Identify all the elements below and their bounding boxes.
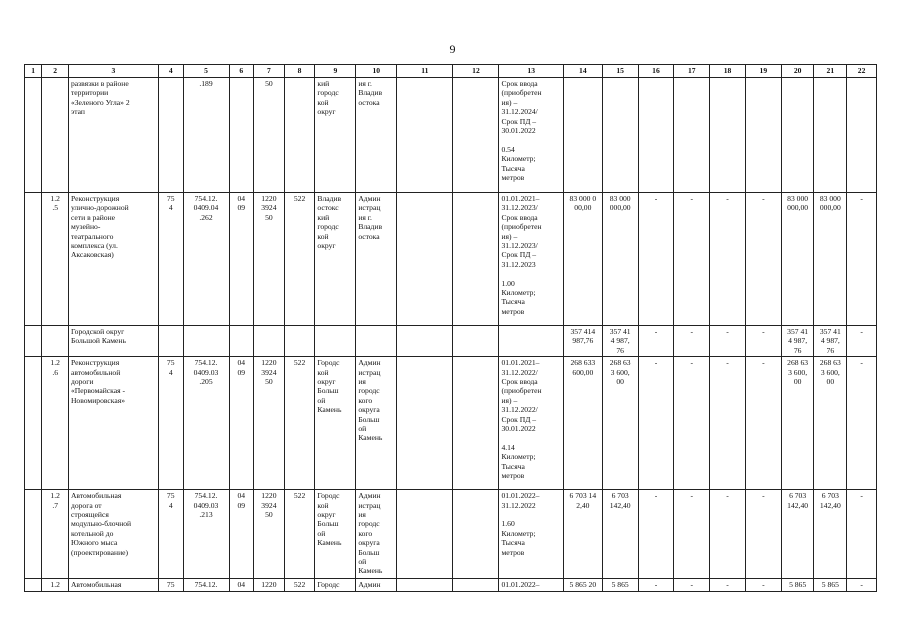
cell-text: - xyxy=(654,358,658,368)
table-cell xyxy=(183,193,229,326)
cell-text: 522 xyxy=(293,491,306,501)
cell-text: 04 09 xyxy=(237,194,246,213)
table-cell xyxy=(183,326,229,357)
cell-text: Автомобильная дорога от строящейся модульно-блочной котельной до Южного мыса (проектирование) xyxy=(70,491,132,557)
cell-text: 268 63 3 600, 00 xyxy=(819,358,841,387)
cell-text: 268 633 600,00 xyxy=(570,358,596,377)
table-cell xyxy=(453,490,499,579)
table-cell xyxy=(183,490,229,579)
table-row xyxy=(25,193,877,326)
cell-text: 5 865 xyxy=(611,580,629,590)
cell-text: - xyxy=(860,491,863,501)
table-cell xyxy=(602,357,638,490)
table-cell xyxy=(710,579,746,591)
table-cell xyxy=(814,193,847,326)
table-cell xyxy=(499,579,563,591)
column-header: 9 xyxy=(315,65,356,78)
table-cell xyxy=(284,326,315,357)
column-header: 2 xyxy=(42,65,69,78)
header-row xyxy=(25,65,877,78)
column-header: 8 xyxy=(284,65,315,78)
cell-text: 1220 xyxy=(261,580,277,590)
table-cell xyxy=(42,490,69,579)
budget-table xyxy=(24,64,877,592)
table-cell xyxy=(42,326,69,357)
table-cell xyxy=(254,579,285,591)
column-header: 4 xyxy=(158,65,183,78)
table-cell xyxy=(745,357,781,490)
table-cell xyxy=(499,193,563,326)
table-cell xyxy=(499,326,563,357)
column-header: 11 xyxy=(397,65,453,78)
cell-text: Городской округ Большой Камень xyxy=(70,327,126,346)
cell-text: кий городс кой округ xyxy=(317,79,339,117)
cell-text: 357 41 4 987, 76 xyxy=(819,327,841,355)
cell-text: 357 41 4 987, 76 xyxy=(609,327,631,355)
table-cell xyxy=(674,193,710,326)
cell-text: 522 xyxy=(293,580,306,590)
table-cell xyxy=(710,326,746,357)
cell-text: 6 703 142,40 xyxy=(609,491,631,510)
column-header: 13 xyxy=(499,65,563,78)
cell-text: 5 865 xyxy=(789,580,807,590)
cell-text: 01.01.2022– xyxy=(501,580,540,590)
table-cell xyxy=(229,193,254,326)
table-cell xyxy=(847,579,877,591)
table-cell xyxy=(315,326,356,357)
table-cell xyxy=(638,193,674,326)
table-cell xyxy=(563,579,602,591)
cell-text: Городс кой округ Больш ой Камень xyxy=(317,358,342,415)
table-cell xyxy=(158,357,183,490)
cell-text: 754.12. xyxy=(194,580,218,590)
table-cell xyxy=(710,490,746,579)
table-cell xyxy=(638,326,674,357)
page-number: 9 xyxy=(449,42,456,56)
table-cell xyxy=(674,78,710,193)
table-cell xyxy=(638,579,674,591)
table-cell xyxy=(356,357,397,490)
cell-text: 83 000 000,00 xyxy=(819,194,841,213)
cell-text: Реконструкция автомобильной дороги «Первомайская - Новомировская» xyxy=(70,358,126,405)
table-cell xyxy=(602,78,638,193)
cell-text: 75 4 xyxy=(166,491,175,510)
cell-text: 357 414 987,76 xyxy=(570,327,596,346)
table-cell xyxy=(397,579,453,591)
cell-text: 522 xyxy=(293,194,306,203)
table-cell xyxy=(356,78,397,193)
cell-text: - xyxy=(690,194,694,203)
table-cell xyxy=(453,326,499,357)
table-cell xyxy=(254,490,285,579)
table-cell xyxy=(563,193,602,326)
table-cell xyxy=(397,78,453,193)
table-cell xyxy=(397,193,453,326)
table-row xyxy=(25,357,877,490)
column-header: 1 xyxy=(25,65,42,78)
table-cell xyxy=(453,193,499,326)
cell-text: Реконструкция улично-дорожной сети в районе музейно- театрального комплекса (ул. Аксаковская) xyxy=(70,194,129,260)
table-cell xyxy=(158,326,183,357)
cell-text: 1220 3924 50 xyxy=(261,491,277,520)
cell-text: Админ xyxy=(358,580,381,590)
cell-text: ия г. Владив остока xyxy=(358,79,383,107)
table-cell xyxy=(183,579,229,591)
table-cell xyxy=(315,357,356,490)
cell-text: 01.01.2021– 31.12.2023/ Срок ввода (приобретен ия) – 31.12.2023/ Срок ПД – 31.12.2023 1.00 Километр; Тысяча метров xyxy=(501,194,542,316)
cell-text: - xyxy=(690,491,694,501)
column-header: 3 xyxy=(68,65,158,78)
cell-text: 5 865 20 xyxy=(569,580,597,590)
column-header: 18 xyxy=(710,65,746,78)
table-cell xyxy=(745,579,781,591)
column-header: 22 xyxy=(847,65,877,78)
table-cell xyxy=(781,326,814,357)
cell-text: - xyxy=(726,491,729,501)
table-cell xyxy=(229,78,254,193)
cell-text: - xyxy=(654,491,658,501)
table-cell xyxy=(710,78,746,193)
cell-text: 357 41 4 987, 76 xyxy=(787,327,809,355)
table-cell xyxy=(356,490,397,579)
cell-text: - xyxy=(654,580,658,590)
table-row xyxy=(25,326,877,357)
table-cell xyxy=(158,78,183,193)
table-cell xyxy=(68,579,158,591)
cell-text: 1.2 .6 xyxy=(50,358,60,377)
cell-text: 83 000 0 00,00 xyxy=(569,194,597,213)
cell-text: 75 xyxy=(166,580,175,590)
cell-text: 268 63 3 600, 00 xyxy=(609,358,631,387)
cell-text: 1220 3924 50 xyxy=(261,194,277,222)
table-cell xyxy=(814,579,847,591)
table-cell xyxy=(814,78,847,193)
table-cell xyxy=(745,490,781,579)
cell-text: 75 4 xyxy=(166,358,175,377)
cell-text: 522 xyxy=(293,358,306,368)
table-cell xyxy=(499,490,563,579)
table-cell xyxy=(315,490,356,579)
cell-text: Срок ввода (приобретен ия) – 31.12.2024/ Срок ПД – 30.01.2022 0.54 Километр; Тысяча метров xyxy=(501,79,542,183)
table-cell xyxy=(229,579,254,591)
cell-text: Админ истрац ия г. Владив остока xyxy=(358,194,383,241)
cell-text: - xyxy=(762,491,765,501)
cell-text: - xyxy=(762,327,765,336)
table-cell xyxy=(68,78,158,193)
table-cell xyxy=(42,579,69,591)
cell-text: .189 xyxy=(199,79,213,88)
table-cell xyxy=(254,357,285,490)
table-cell xyxy=(499,78,563,193)
table-cell xyxy=(781,579,814,591)
column-header: 15 xyxy=(602,65,638,78)
table-cell xyxy=(638,357,674,490)
table-cell xyxy=(254,193,285,326)
table-cell xyxy=(284,78,315,193)
table-row xyxy=(25,78,877,193)
cell-text: 1220 3924 50 xyxy=(261,358,277,387)
table-cell xyxy=(602,579,638,591)
cell-text: - xyxy=(762,194,765,203)
cell-text: 83 000 000,00 xyxy=(609,194,631,213)
table-cell xyxy=(42,357,69,490)
table-cell xyxy=(710,357,746,490)
table-cell xyxy=(674,579,710,591)
cell-text: - xyxy=(762,580,765,590)
table-row xyxy=(25,490,877,579)
table-cell xyxy=(68,326,158,357)
cell-text: - xyxy=(726,327,729,336)
table-cell xyxy=(25,579,42,591)
table-cell xyxy=(284,579,315,591)
cell-text: Городс xyxy=(317,580,340,590)
cell-text: 75 4 xyxy=(166,194,175,213)
table-cell xyxy=(68,490,158,579)
column-header: 12 xyxy=(453,65,499,78)
table-cell xyxy=(563,490,602,579)
table-cell xyxy=(25,490,42,579)
table-cell xyxy=(602,326,638,357)
table-cell xyxy=(814,326,847,357)
table-cell xyxy=(356,193,397,326)
cell-text: 754.12. 0409.04 .262 xyxy=(193,194,219,222)
cell-text: - xyxy=(690,327,694,336)
table-cell xyxy=(638,490,674,579)
cell-text: 6 703 14 2,40 xyxy=(569,491,597,510)
cell-text: 01.01.2021– 31.12.2022/ Срок ввода (приобретен ия) – 31.12.2022/ Срок ПД – 30.01.2022 4.14 Километр; Тысяча метров xyxy=(501,358,542,481)
table-cell xyxy=(563,78,602,193)
table-cell xyxy=(397,357,453,490)
table-cell xyxy=(674,326,710,357)
table-cell xyxy=(847,78,877,193)
table-cell xyxy=(183,357,229,490)
cell-text: - xyxy=(654,194,658,203)
column-header: 16 xyxy=(638,65,674,78)
table-cell xyxy=(68,193,158,326)
column-header: 7 xyxy=(254,65,285,78)
cell-text: - xyxy=(860,194,863,203)
table-cell xyxy=(745,78,781,193)
column-header: 14 xyxy=(563,65,602,78)
column-header: 20 xyxy=(781,65,814,78)
cell-text: - xyxy=(726,358,729,368)
cell-text: 754.12. 0409.03 .205 xyxy=(193,358,219,387)
table-cell xyxy=(563,357,602,490)
table-cell xyxy=(602,193,638,326)
cell-text: 1.2 .5 xyxy=(50,194,60,213)
table-cell xyxy=(745,326,781,357)
cell-text: 01.01.2022– 31.12.2022 1.60 Километр; Тысяча метров xyxy=(501,491,540,557)
table-cell xyxy=(42,78,69,193)
table-cell xyxy=(847,490,877,579)
table-cell xyxy=(284,357,315,490)
column-header: 17 xyxy=(674,65,710,78)
table-cell xyxy=(453,579,499,591)
table-cell xyxy=(25,357,42,490)
table-cell xyxy=(284,193,315,326)
table-cell xyxy=(315,78,356,193)
table-cell xyxy=(814,490,847,579)
table-cell xyxy=(602,490,638,579)
cell-text: - xyxy=(690,580,694,590)
table-cell xyxy=(158,579,183,591)
column-header: 6 xyxy=(229,65,254,78)
cell-text: Владив остокс кий городс кой округ xyxy=(317,194,342,251)
cell-text: Админ истрац ия городс кого округа Больш ой Камень xyxy=(358,491,383,576)
table-cell xyxy=(158,193,183,326)
cell-text: 754.12. 0409.03 .213 xyxy=(193,491,219,520)
table-cell xyxy=(453,357,499,490)
table-cell xyxy=(356,326,397,357)
table-cell xyxy=(745,193,781,326)
column-header: 21 xyxy=(814,65,847,78)
table-cell xyxy=(847,326,877,357)
cell-text: 83 000 000,00 xyxy=(787,194,809,213)
table-cell xyxy=(638,78,674,193)
cell-text: 04 xyxy=(237,580,246,590)
table-cell xyxy=(356,579,397,591)
table-cell xyxy=(254,326,285,357)
table-cell xyxy=(25,193,42,326)
table-cell xyxy=(284,490,315,579)
cell-text: 268 63 3 600, 00 xyxy=(787,358,809,387)
table-cell xyxy=(254,78,285,193)
cell-text: 5 865 xyxy=(821,580,839,590)
table-cell xyxy=(847,357,877,490)
cell-text: развязки в районе территории «Зеленого Угла» 2 этап xyxy=(70,79,130,117)
table-cell xyxy=(563,326,602,357)
table-cell xyxy=(781,193,814,326)
table-cell xyxy=(781,357,814,490)
table-cell xyxy=(674,357,710,490)
cell-text: 1.2 xyxy=(50,580,60,590)
table-cell xyxy=(814,357,847,490)
cell-text: 04 09 xyxy=(237,358,246,377)
column-header: 19 xyxy=(745,65,781,78)
table-row xyxy=(25,579,877,591)
table-cell xyxy=(397,490,453,579)
cell-text: 6 703 142,40 xyxy=(787,491,809,510)
table-cell xyxy=(781,490,814,579)
table-cell xyxy=(397,326,453,357)
table-cell xyxy=(229,490,254,579)
cell-text: - xyxy=(726,194,729,203)
cell-text: - xyxy=(762,358,765,368)
table-cell xyxy=(25,326,42,357)
column-header: 10 xyxy=(356,65,397,78)
table-cell xyxy=(68,357,158,490)
table-cell xyxy=(710,193,746,326)
table-cell xyxy=(25,78,42,193)
table-cell xyxy=(499,357,563,490)
cell-text: - xyxy=(726,580,729,590)
table-cell xyxy=(847,193,877,326)
table-cell xyxy=(781,78,814,193)
cell-text: 1.2 .7 xyxy=(50,491,60,510)
table-cell xyxy=(674,490,710,579)
table-cell xyxy=(183,78,229,193)
column-header: 5 xyxy=(183,65,229,78)
cell-text: - xyxy=(860,580,863,590)
table-cell xyxy=(315,193,356,326)
table-cell xyxy=(229,326,254,357)
cell-text: 04 09 xyxy=(237,491,246,510)
cell-text: 50 xyxy=(265,79,273,88)
cell-text: - xyxy=(860,358,863,368)
cell-text: - xyxy=(654,327,658,336)
cell-text: Автомобильная xyxy=(70,580,122,590)
table-cell xyxy=(315,579,356,591)
cell-text: Городс кой округ Больш ой Камень xyxy=(317,491,342,548)
cell-text: - xyxy=(690,358,694,368)
table-cell xyxy=(158,490,183,579)
table-cell xyxy=(453,78,499,193)
cell-text: - xyxy=(860,327,863,336)
table-cell xyxy=(42,193,69,326)
cell-text: Админ истрац ия городс кого округа Больш ой Камень xyxy=(358,358,383,443)
cell-text: 6 703 142,40 xyxy=(819,491,841,510)
table-cell xyxy=(229,357,254,490)
